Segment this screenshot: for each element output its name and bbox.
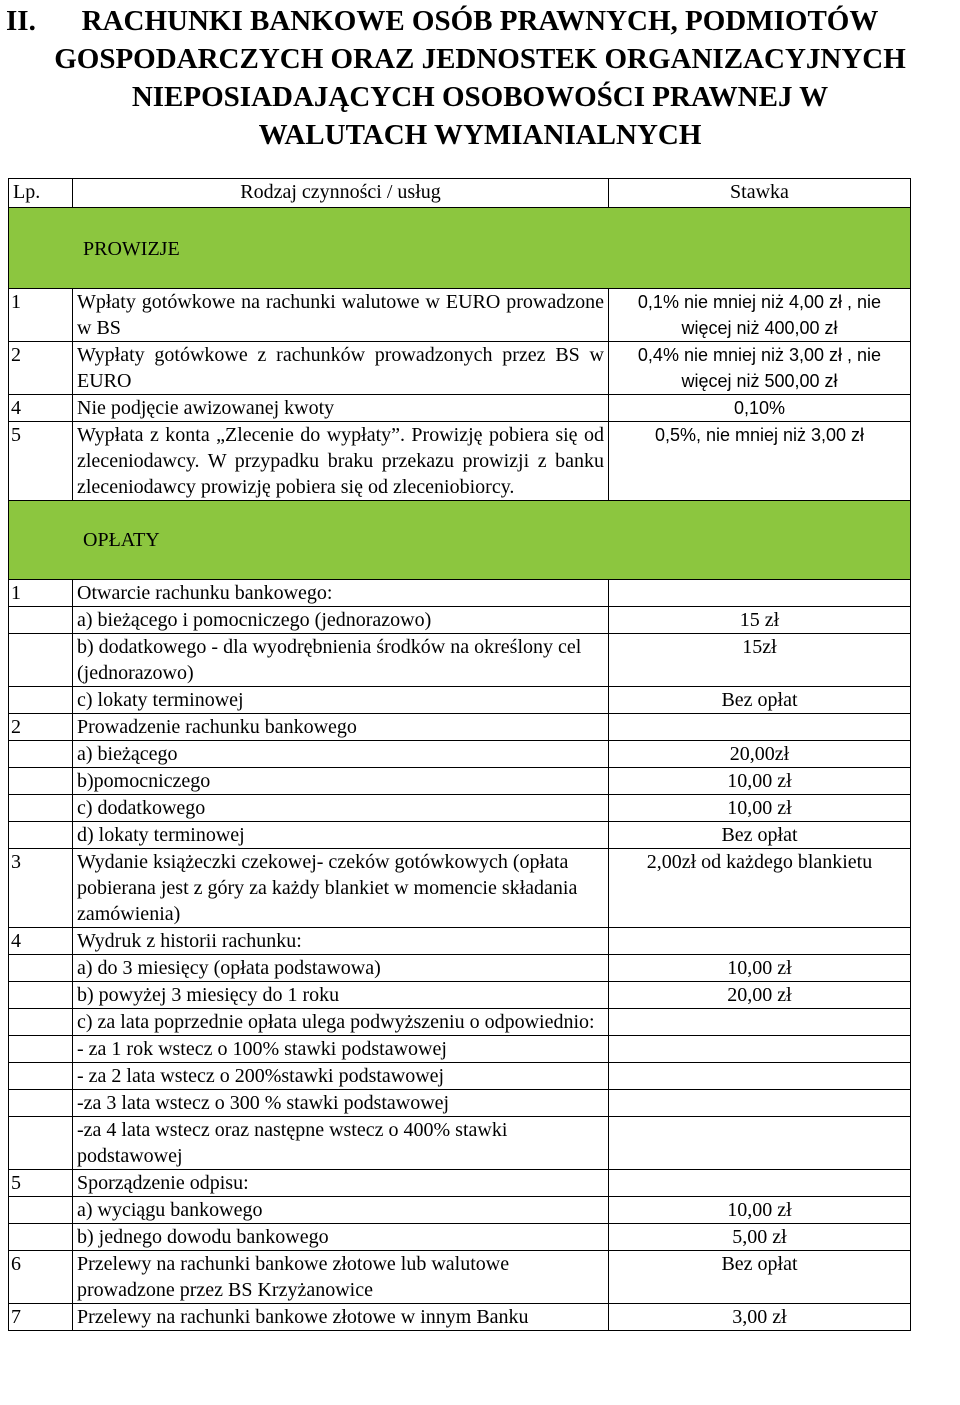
row-description: -za 4 lata wstecz oraz następne wstecz o 400% stawki podstawowej [73,1117,609,1170]
table-row [9,714,911,741]
table-row [9,822,911,849]
row-rate: 0,10% [609,395,911,422]
row-fee: 5,00 zł [609,1224,911,1251]
table-row [9,342,911,395]
row-description: a) bieżącego i pomocniczego (jednorazowo) [73,607,609,634]
row-number: 3 [9,849,73,928]
row-description: Wypłaty gotówkowe z rachunków prowadzonych przez BS w EURO [73,342,609,395]
table-row [9,1197,911,1224]
row-description: Wydanie książeczki czekowej- czeków gotówkowych (opłata pobierana jest z góry za każdy blankiet w momencie składania zamówienia) [73,849,609,928]
table-row [9,1009,911,1036]
row-description: c) za lata poprzednie opłata ulega podwyższeniu o odpowiednio: [73,1009,609,1036]
row-description: b) powyżej 3 miesięcy do 1 roku [73,982,609,1009]
row-fee: 10,00 zł [609,1197,911,1224]
section-row-prowizje [9,208,911,289]
row-number: 2 [9,342,73,395]
row-description: a) do 3 miesięcy (opłata podstawowa) [73,955,609,982]
row-fee: 15 zł [609,607,911,634]
row-description: a) wyciągu bankowego [73,1197,609,1224]
fee-table [8,178,911,1331]
row-number [9,607,73,634]
row-fee [609,1090,911,1117]
row-fee [609,1117,911,1170]
row-number [9,1009,73,1036]
row-number: 1 [9,289,73,342]
row-description: a) bieżącego [73,741,609,768]
row-description: c) dodatkowego [73,795,609,822]
header-lp: Lp. [9,179,73,208]
row-number [9,687,73,714]
table-row [9,1090,911,1117]
row-number: 6 [9,1251,73,1304]
row-description: Prowadzenie rachunku bankowego [73,714,609,741]
table-row [9,928,911,955]
row-number [9,634,73,687]
row-number [9,768,73,795]
row-description: - za 2 lata wstecz o 200%stawki podstawowej [73,1063,609,1090]
row-number [9,822,73,849]
table-row [9,580,911,607]
row-number: 4 [9,928,73,955]
row-fee [609,928,911,955]
row-description: Sporządzenie odpisu: [73,1170,609,1197]
section-title-prowizje: PROWIZJE [83,238,180,260]
table-row [9,1170,911,1197]
table-row [9,982,911,1009]
row-fee [609,580,911,607]
section-number: II. [6,5,36,37]
table-row [9,1036,911,1063]
row-description: b) jednego dowodu bankowego [73,1224,609,1251]
row-description: Wydruk z historii rachunku: [73,928,609,955]
row-fee: Bez opłat [609,687,911,714]
row-description: - za 1 rok wstecz o 100% stawki podstawowej [73,1036,609,1063]
row-fee [609,1036,911,1063]
header-service: Rodzaj czynności / usług [73,179,609,208]
row-description: Otwarcie rachunku bankowego: [73,580,609,607]
row-number: 1 [9,580,73,607]
row-rate: 0,4% nie mniej niż 3,00 zł , nie więcej niż 500,00 zł [609,342,911,395]
row-description: Nie podjęcie awizowanej kwoty [73,395,609,422]
table-row [9,422,911,501]
row-fee: 20,00zł [609,741,911,768]
row-number [9,1036,73,1063]
table-row [9,687,911,714]
row-rate: 0,1% nie mniej niż 4,00 zł , nie więcej niż 400,00 zł [609,289,911,342]
table-row [9,849,911,928]
table-row [9,795,911,822]
table-row [9,289,911,342]
row-description: -za 3 lata wstecz o 300 % stawki podstawowej [73,1090,609,1117]
table-row [9,955,911,982]
header-rate: Stawka [609,179,911,208]
table-row [9,1304,911,1331]
row-fee [609,1063,911,1090]
table-row [9,634,911,687]
row-description: b) dodatkowego - dla wyodrębnienia środków na określony cel (jednorazowo) [73,634,609,687]
row-fee: 15zł [609,634,911,687]
row-number [9,1117,73,1170]
row-number: 4 [9,395,73,422]
row-number [9,741,73,768]
row-description: d) lokaty terminowej [73,822,609,849]
table-row [9,1117,911,1170]
table-row [9,1224,911,1251]
title-line: WALUTACH WYMIANIALNYCH [258,119,702,151]
row-rate: 0,5%, nie mniej niż 3,00 zł [609,422,911,501]
title-line: RACHUNKI BANKOWE OSÓB PRAWNYCH, PODMIOTÓW [81,5,879,37]
row-fee: Bez opłat [609,1251,911,1304]
row-description: Wpłaty gotówkowe na rachunki walutowe w EURO prowadzone w BS [73,289,609,342]
row-number [9,955,73,982]
table-row [9,768,911,795]
row-number [9,1090,73,1117]
row-number [9,982,73,1009]
row-number [9,1063,73,1090]
row-description: Przelewy na rachunki bankowe złotowe w innym Banku [73,1304,609,1331]
row-fee: 2,00zł od każdego blankietu [609,849,911,928]
row-fee [609,1009,911,1036]
row-number [9,1224,73,1251]
title-line: GOSPODARCZYCH ORAZ JEDNOSTEK ORGANIZACYJNYCH [54,43,906,75]
row-fee: 10,00 zł [609,768,911,795]
row-number: 2 [9,714,73,741]
row-fee: 3,00 zł [609,1304,911,1331]
row-description: b)pomocniczego [73,768,609,795]
document-title [0,2,960,154]
row-description: c) lokaty terminowej [73,687,609,714]
row-number [9,1197,73,1224]
table-header-row [9,179,911,208]
row-number: 5 [9,1170,73,1197]
table-row [9,607,911,634]
table-row [9,1063,911,1090]
row-fee: 10,00 zł [609,795,911,822]
row-number [9,795,73,822]
row-fee: 10,00 zł [609,955,911,982]
title-line: NIEPOSIADAJĄCYCH OSOBOWOŚCI PRAWNEJ W [131,81,829,113]
table-body [9,208,911,1331]
table-row [9,741,911,768]
row-number: 5 [9,422,73,501]
table-row [9,395,911,422]
row-fee: Bez opłat [609,822,911,849]
row-fee [609,714,911,741]
row-description: Wypłata z konta „Zlecenie do wypłaty”. Prowizję pobiera się od zleceniodawcy. W przypadku braku przekazu prowizji z banku zleceniodawcy prowizję pobiera się od zleceniobiorcy. [73,422,609,501]
row-number: 7 [9,1304,73,1331]
row-fee: 20,00 zł [609,982,911,1009]
section-row-oplaty [9,501,911,580]
row-fee [609,1170,911,1197]
row-description: Przelewy na rachunki bankowe złotowe lub walutowe prowadzone przez BS Krzyżanowice [73,1251,609,1304]
table-row [9,1251,911,1304]
section-title-oplaty: OPŁATY [83,529,160,551]
